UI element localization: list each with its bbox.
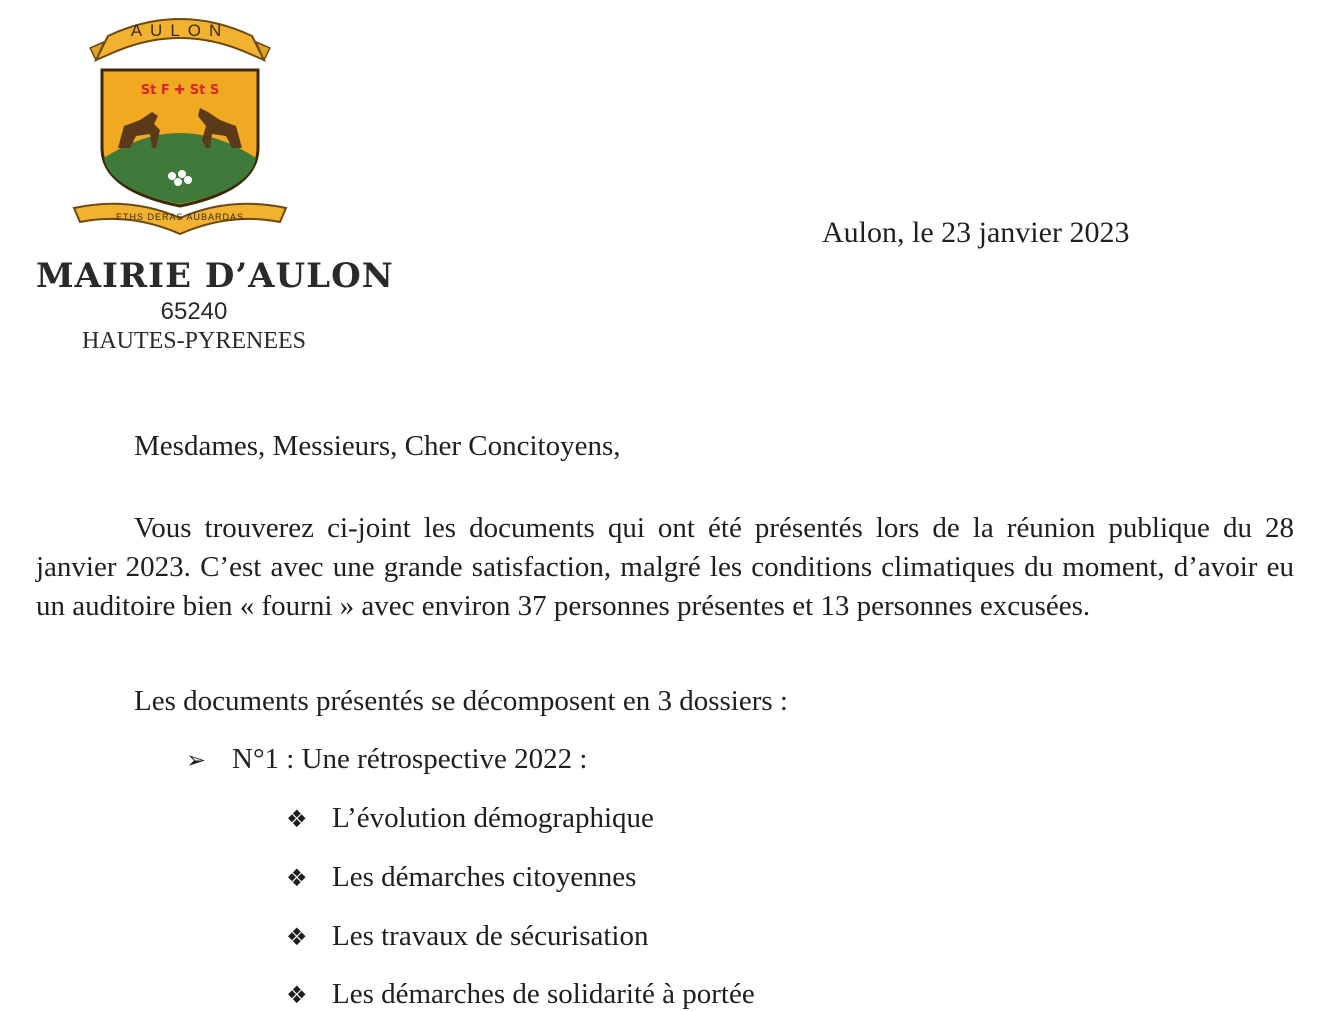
list-item-text: L’évolution démographique bbox=[332, 802, 654, 834]
list-item bbox=[286, 978, 755, 1011]
list-item bbox=[286, 861, 636, 894]
diamond-bullet-icon: ❖ bbox=[286, 805, 308, 833]
list-item bbox=[286, 920, 648, 953]
crest-banner-top-text: AULON bbox=[130, 21, 230, 40]
list-item-text: Les travaux de sécurisation bbox=[332, 920, 649, 952]
crest-logo bbox=[60, 8, 300, 238]
crest-banner-bottom-text: ETHS DERAS AUBARDAS bbox=[115, 212, 245, 222]
dossier-label: N°1 : Une rétrospective 2022 : bbox=[232, 743, 588, 775]
arrow-bullet-icon: ➢ bbox=[186, 746, 207, 774]
department: HAUTES-PYRENEES bbox=[81, 328, 306, 354]
postal-code: 65240 bbox=[160, 298, 228, 325]
crest-shield-text: St F ✚ St S bbox=[140, 83, 220, 98]
dossiers-intro: Les documents présentés se décomposent en 3 dossiers : bbox=[134, 685, 788, 717]
body-paragraph: Vous trouverez ci-joint les documents qui ont été présentés lors de la réunion publique du 28 janvier 2023. C’est avec une grande satisfaction, malgré les conditions climatiques du moment, d’avoir eu un auditoire bien « fourni » avec environ 37 personnes présentes et 13 personnes excusées. bbox=[36, 512, 1294, 622]
diamond-bullet-icon: ❖ bbox=[286, 864, 308, 892]
list-item bbox=[286, 802, 654, 835]
list-item-text: Les démarches citoyennes bbox=[332, 861, 637, 893]
dossier-item-1 bbox=[186, 743, 587, 776]
diamond-bullet-icon: ❖ bbox=[286, 923, 308, 951]
mairie-name: MAIRIE D’AULON bbox=[36, 256, 394, 296]
list-item-text: Les démarches de solidarité à portée bbox=[332, 978, 755, 1010]
date-line: Aulon, le 23 janvier 2023 bbox=[822, 216, 1130, 249]
diamond-bullet-icon: ❖ bbox=[286, 981, 308, 1009]
salutation: Mesdames, Messieurs, Cher Concitoyens, bbox=[134, 430, 621, 462]
